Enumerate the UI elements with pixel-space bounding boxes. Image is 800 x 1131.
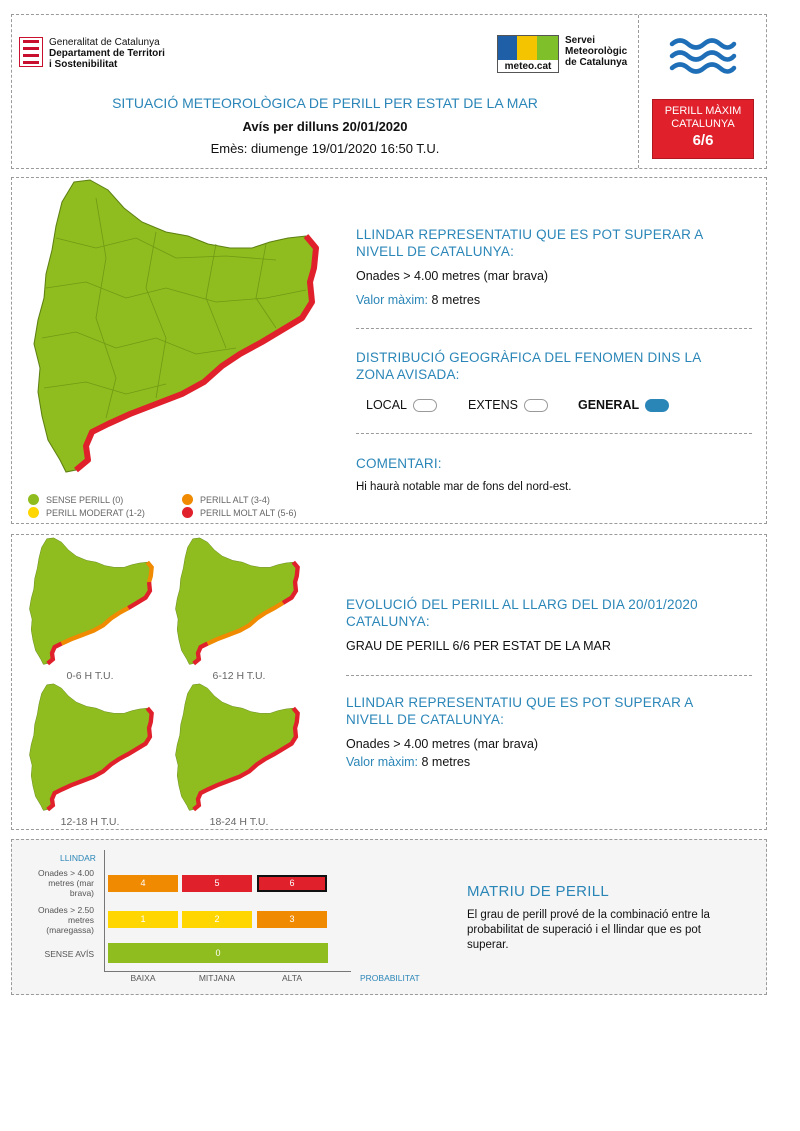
max-value: 8 metres — [431, 293, 481, 307]
matrix-threshold-axis: LLINDAR — [60, 853, 96, 863]
distribution-title: DISTRIBUCIÓ GEOGRÀFICA DEL FENOMEN DINS LA ZONA AVISADA: — [356, 350, 701, 382]
dist-toggle-extens — [524, 399, 548, 412]
department-name-2: i Sostenibilitat — [49, 59, 118, 70]
legend-item — [182, 507, 297, 518]
row-label-line: Onades > 2.50 — [37, 905, 94, 915]
threshold-text: Onades > 4.00 metres (mar brava) — [356, 269, 549, 283]
matrix-cell-5: 5 — [182, 875, 252, 892]
dist-toggle-local — [413, 399, 437, 412]
warning-date: Avís per dilluns 20/01/2020 — [242, 119, 408, 134]
legend-swatch-yellow — [28, 507, 39, 518]
period-label: 6-12 H T.U. — [212, 670, 266, 682]
legend-swatch-orange — [182, 494, 193, 505]
prob-label-medium: MITJANA — [198, 973, 236, 983]
prob-label-high: ALTA — [282, 973, 302, 983]
map-period-12-18 — [26, 683, 156, 813]
smc-name-3: de Catalunya — [565, 57, 628, 68]
legend-label: SENSE PERILL (0) — [46, 494, 124, 505]
department-name: Departament de Territori — [49, 48, 165, 59]
matrix-text: El grau de perill prové de la combinació entre la probabilitat de superació i el llindar que es pot superar. — [467, 909, 710, 951]
row-label-line: SENSE AVÍS — [44, 949, 94, 959]
dist-option-extens — [468, 398, 548, 412]
period-label: 0-6 H T.U. — [66, 670, 114, 682]
dist-label: GENERAL — [578, 398, 640, 412]
header-panel — [11, 14, 767, 169]
evolution-title: EVOLUCIÓ DEL PERILL AL LLARG DEL DIA 20/01/2020 CATALUNYA: — [346, 597, 698, 629]
matrix-row-label-mid — [18, 905, 94, 935]
senyera-icon — [19, 37, 43, 67]
map-period-6-12 — [172, 537, 302, 667]
matrix-cell-2: 2 — [182, 911, 252, 928]
row-label-line: brava) — [69, 888, 94, 898]
evolution-panel — [11, 534, 767, 830]
legend-item — [182, 494, 270, 505]
sea-waves-icon — [668, 35, 738, 75]
matrix-title: MATRIU DE PERILL — [467, 883, 610, 900]
dist-label: LOCAL — [366, 398, 407, 412]
dist-option-general — [578, 398, 669, 412]
legend-label: PERILL MOLT ALT (5-6) — [200, 507, 297, 518]
legend-swatch-green — [28, 494, 39, 505]
dist-label: EXTENS — [468, 398, 519, 412]
legend-item — [28, 507, 145, 518]
comments-text: Hi haurà notable mar de fons del nord-est. — [356, 481, 572, 493]
max-danger-region: CATALUNYA — [671, 118, 735, 130]
max-danger-badge — [652, 99, 754, 159]
map-period-18-24 — [172, 683, 302, 813]
matrix-cell-3: 3 — [257, 911, 327, 928]
evo-threshold-text: Onades > 4.00 metres (mar brava) — [346, 737, 539, 751]
evo-max-value: 8 metres — [421, 755, 471, 769]
threshold-title: LLINDAR REPRESENTATIU QUE ES POT SUPERAR A NIVELL DE CATALUNYA: — [356, 227, 703, 259]
legend-swatch-red — [182, 507, 193, 518]
dist-toggle-general — [645, 399, 669, 412]
period-label: 18-24 H T.U. — [209, 816, 269, 828]
page-title: SITUACIÓ METEOROLÒGICA DE PERILL PER ESTAT DE LA MAR — [112, 95, 538, 111]
prob-label-low: BAIXA — [130, 973, 156, 983]
max-danger-label: PERILL MÀXIM — [664, 105, 742, 117]
row-label-line: metres (mar — [48, 878, 94, 888]
matrix-row-label-none — [18, 949, 94, 959]
evolution-text: GRAU DE PERILL 6/6 PER ESTAT DE LA MAR — [346, 639, 611, 653]
evo-max-value-line — [346, 754, 470, 770]
row-label-line: Onades > 4.00 — [37, 868, 94, 878]
matrix-row-label-high — [18, 868, 94, 898]
probability-axis: PROBABILITAT — [360, 973, 420, 983]
evo-threshold-title: LLINDAR REPRESENTATIU QUE ES POT SUPERAR A NIVELL DE CATALUNYA: — [346, 695, 693, 727]
generalitat-name: Generalitat de Catalunya — [49, 37, 160, 48]
matrix-cell-4: 4 — [108, 875, 178, 892]
row-label-line: (maregassa) — [46, 925, 94, 935]
matrix-cell-1: 1 — [108, 911, 178, 928]
comments-title: COMENTARI: — [356, 456, 442, 471]
period-label: 12-18 H T.U. — [60, 816, 120, 828]
max-value-label: Valor màxim: — [356, 293, 429, 307]
map-period-0-6 — [26, 537, 156, 667]
catalonia-danger-map — [26, 178, 326, 478]
issued-date: Emès: diumenge 19/01/2020 16:50 T.U. — [210, 141, 440, 156]
generalitat-logo — [19, 37, 165, 70]
dist-option-local — [366, 398, 437, 412]
meteocat-mark-text: meteo.cat — [504, 61, 552, 72]
matrix-cell-0: 0 — [108, 943, 328, 963]
smc-name-2: Meteorològic — [565, 46, 628, 57]
danger-matrix-panel — [11, 839, 767, 995]
evo-max-value-label: Valor màxim: — [346, 755, 419, 769]
legend-label: PERILL MODERAT (1-2) — [46, 507, 145, 518]
max-value-line — [356, 292, 480, 308]
matrix-cell-6-selected: 6 — [257, 875, 327, 892]
meteocat-logo — [497, 35, 627, 73]
legend-label: PERILL ALT (3-4) — [200, 494, 270, 505]
legend-item — [28, 494, 123, 505]
max-danger-value: 6/6 — [692, 132, 714, 149]
row-label-line: metres — [68, 915, 94, 925]
smc-name-1: Servei — [565, 35, 596, 46]
main-panel — [11, 177, 767, 524]
